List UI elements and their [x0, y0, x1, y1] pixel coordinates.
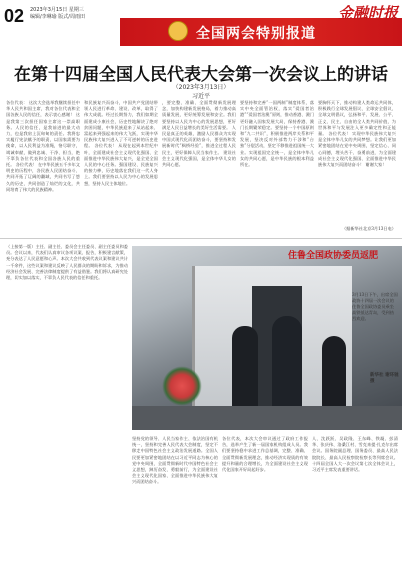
page-number: 02 [4, 6, 25, 26]
photo-headline: 住鲁全国政协委员返肥 [288, 251, 379, 261]
date-editor-info [30, 7, 85, 21]
text-column-9: 人、沈跃跃、吴政隆、王东峰、铁凝、彭清华、张庆伟、洛桑江村、雪克来提·扎克尔出席会议。国务院副总理、国务委员、最高人民法院院长、最高人民检察院检察长等列席会议。十四届全国人大一次会议第七次全体会议上，习近平主席发表重要讲话。 [312, 436, 398, 473]
text-column-5: 要胸怀天下，推动构建人类命运共同体，积极践行全球发展倡议、全球安全倡议、全球文明倡议，弘扬和平、发展、公平、正义、民主、自由的全人类共同价值，为世界和平与发展注入更多确定性和正能量。 各位代表！ 实现中华民族伟大复兴是全体中华儿女的共同梦想。让我们更加紧密地团结在党中央周围，坚定信心、同心同德，埋头苦干、奋勇前进，为全面建成社会主义现代化强国、全面推进中华民族伟大复兴而团结奋斗！ 谢谢大家！ [318, 100, 396, 168]
photo-credit: 新华社 谢环驰 摄 [370, 373, 399, 384]
article-title: 在第十四届全国人民代表大会第一次会议上的讲话 [14, 65, 388, 85]
banner-title: 全国两会特别报道 [196, 26, 316, 42]
editor-line: 编辑/李琳瑜 版式/周雨田 [30, 14, 85, 20]
article-author: 习近平 [191, 93, 210, 100]
photo-person [232, 326, 258, 416]
text-column-1: 各位代表： 这次大会选举我继续担任中华人民共和国主席，我对各位代表和全国各族人民的信任，表示衷心感谢！ 这是我第三次担任国家主席这一崇高职务。人民的信任，是我前进的最大动力，也是我肩上沉甸甸的责任。我将忠实履行宪法赋予的职责，以国家需要为使命，以人民利益为准绳，恪尽职守，竭诚奉献，做到忠诚、干净、担当，绝不辜负各位代表和全国各族人民的重托。 各位代表！ 在中华民族五千多年文明史的历程中，各民族人民团结奋斗、共同开拓了辽阔的疆域，共同书写了悠久的历史，共同创造了灿烂的文化，共同培育了伟大的民族精神。 [6, 100, 80, 192]
news-photo [132, 246, 402, 430]
photo-platform [132, 406, 402, 430]
photo-person [272, 316, 302, 416]
text-column-3: ，要完整、准确、全面贯彻新发展理念，加快构建新发展格局，着力推动高质量发展，更好统筹发展和安全。我们要坚持以人民为中心的发展思想，更好满足人民日益增长的美好生活需要。 人民是真正的英雄，激励人民群众为实现中国式现代化而团结奋斗，要坚持和发展新时代“枫桥经验”，推进全过程人民民主，更好保障人民当家作主。 建设社会主义现代化强国，是全体中华儿女的共同心愿。 [162, 100, 236, 168]
photo-caption: 3月13日下午，出席全国政协十四届一次会议的住鲁全国政协委员乘坐高铁抵达青岛，受到热烈欢迎。 [352, 292, 398, 321]
text-column-8: 各位代表，本次大会审议通过了政府工作报告，选举产生了新一届国家机构组成人员。我们要坚持稳中求进工作总基调，完整、准确、全面贯彻新发展理念，推动经济实现质的有效提升和量的合理增长，为全面建设社会主义现代化国家开好局起好步。 [222, 436, 308, 473]
source-credit: （据新华社北京3月13日电） [341, 226, 396, 231]
date-line: 2023年3月15日 星期三 [30, 7, 84, 13]
text-column-2: 和民族复兴而奋斗，中国共产党团结带领人民进行革命、建设、改革，取得了伟大成就。经过长期努力，我们如期全面建成小康社会，历史性地解决了绝对贫困问题，中华民族迎来了从站起来、富起来到强起来的伟大飞跃，实现中华民族伟大复兴进入了不可逆转的历史进程。 各位代表！ 从现在起到本世纪中叶，全面建成社会主义现代化强国、全面推进中华民族伟大复兴，是全党全国人民的中心任务。强国建设、民族复兴的接力棒，历史地落在我们这一代人身上。我们要坚持以人民为中心的发展思想，坚持人民主体地位。 [84, 100, 158, 186]
section-divider [0, 238, 402, 239]
text-column-6: （上接第一版）主任、副主任、委员会主任委员、副主任委员和委员。会议以来，代表们认真审议各项议案、报告，积极建言献策，充分表达了人民意愿和心声。本次大会共收到代表议案和建议共计一千余件，这些议案和建议反映了人民群众的期盼和诉求，为推动经济社会发展、完善法律制度提供了有益借鉴。我们将认真研究处理，切实加以落实，不辜负人民代表的信任和重托。 [6, 244, 128, 281]
text-column-7: 坚持党的领导、人民当家作主、依法治国有机统一，坚持和完善人民代表大会制度，坚定不移走中国特色社会主义政治发展道路。全国人民要更加紧密地团结在以习近平同志为核心的党中央周围，全面贯彻新时代中国特色社会主义思想，踔厉奋发、勇毅前行，为全面建设社会主义现代化国家、全面推进中华民族伟大复兴而团结奋斗。 [132, 436, 218, 485]
emblem-icon [168, 21, 188, 41]
photo-flowers [162, 366, 202, 406]
text-column-4: 要坚持和完善“一国两制”制度体系，落实中央全面管治权，落实“爱国者治港”“爱国者治澳”原则，推动香港、澳门更好融入国家发展大局，保持香港、澳门长期繁荣稳定。要坚持一个中国原则和“九二共识”，积极推进两岸关系和平发展，坚决反对外部势力干涉和“台独”分裂活动，坚定不移推进祖国统一大业。实现祖国完全统一，是全体中华儿女的共同心愿，是中华民族的根本利益所在。 [240, 100, 314, 168]
page-header [0, 0, 402, 46]
masthead-logo: 金融时报 [337, 4, 398, 22]
article-date: （2023年3月13日） [172, 84, 230, 91]
photo-person [322, 336, 346, 416]
